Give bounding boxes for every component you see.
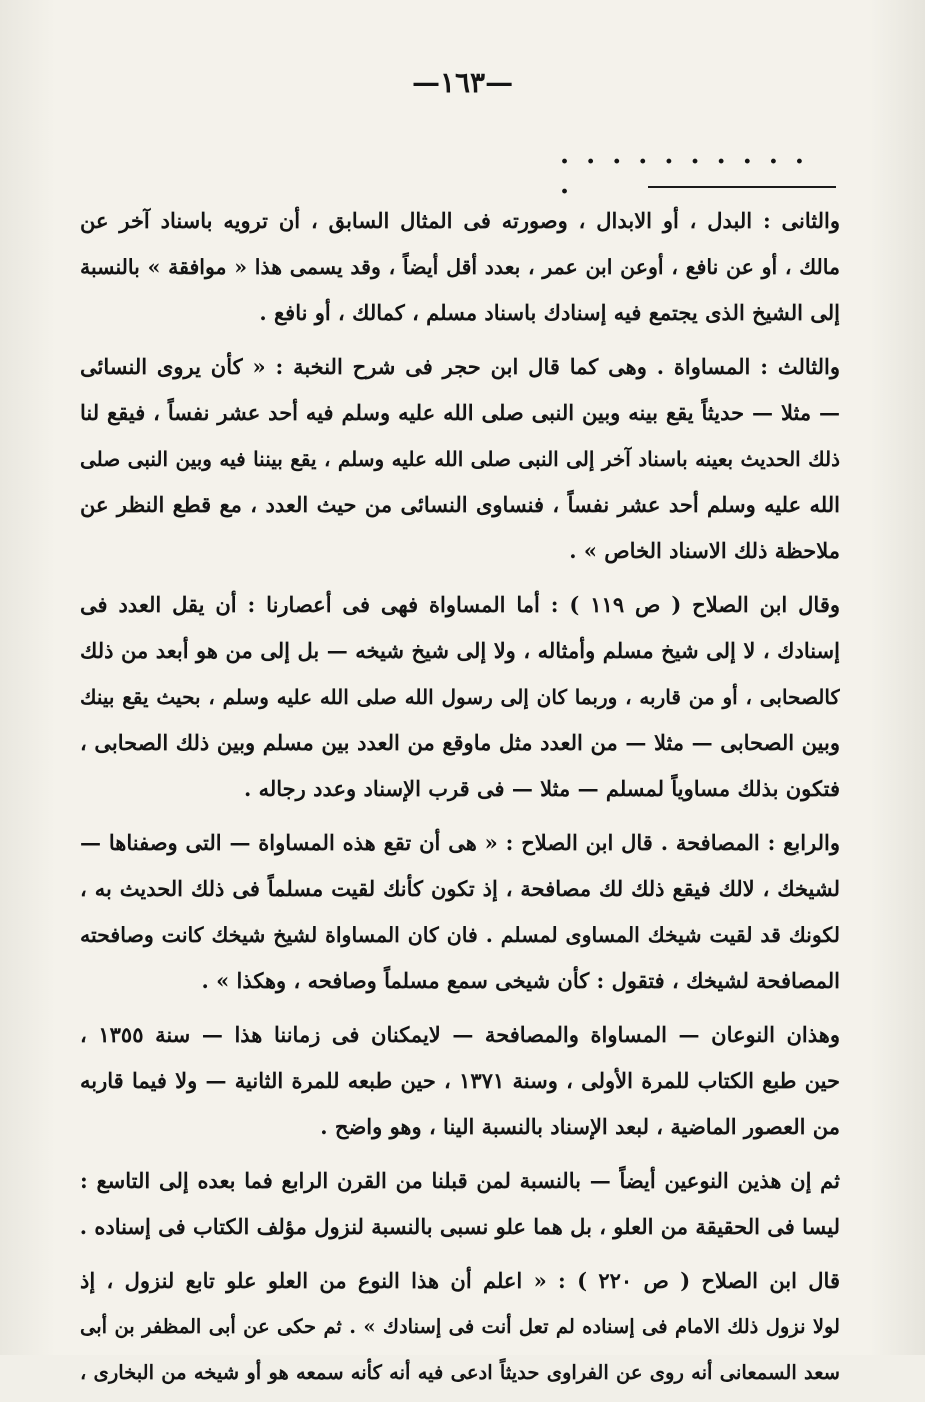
- text-line: والرابع : المصافحة . قال ابن الصلاح : « هى أن تقع هذه المساواة — التى وصفناها —: [80, 830, 840, 855]
- text-line: والثانى : البدل ، أو الابدال ، وصورته فى المثال السابق ، أن ترويه باسناد آخر عن: [80, 208, 840, 233]
- text-line: حين طبع الكتاب للمرة الأولى ، وسنة ١٣٧١ ، حين طبعه للمرة الثانية — ولا فيما قاربه: [80, 1068, 840, 1093]
- paragraph-badal: [80, 198, 840, 336]
- text-line: ليسا فى الحقيقة من العلو ، بل هما علو نسبى بالنسبة لنزول مؤلف الكتاب فى إسناده .: [80, 1214, 840, 1239]
- text-line: ذلك الحديث بعينه باسناد آخر إلى النبى صلى الله عليه وسلم ، يقع بيننا فيه وبين النبى صلى: [80, 447, 840, 471]
- paragraph-relative-elevation: [80, 1158, 840, 1250]
- text-line: سعد السمعانى أنه روى عن الفراوى حديثاً ادعى فيه أنه كأنه سمعه هو أو شيخه من البخارى ،: [80, 1361, 840, 1384]
- paragraph-musafaha: [80, 820, 840, 1004]
- text-line: والثالث : المساواة . وهى كما قال ابن حجر فى شرح النخبة : « كأن يروى النسائى: [80, 354, 840, 379]
- text-line: لكونك قد لقيت شيخك المساوى لمسلم . فان كان المساواة لشيخ شيخك كانت وصافحته: [80, 923, 840, 947]
- text-line: وهذان النوعان — المساواة والمصافحة — لايمكنان فى زماننا هذا — سنة ١٣٥٥ ،: [80, 1022, 840, 1047]
- text-line: ثم إن هذين النوعين أيضاً — بالنسبة لمن قبلنا من القرن الرابع فما بعده إلى التاسع :: [80, 1168, 840, 1193]
- text-line: إلى الشيخ الذى يجتمع فيه إسنادك باسناد مسلم ، كمالك ، أو نافع .: [259, 300, 840, 325]
- text-line: قال ابن الصلاح ( ص ٢٢٠ ) : « اعلم أن هذا النوع من العلو علو تابع لنزول ، إذ: [80, 1268, 840, 1293]
- text-line: الله عليه وسلم أحد عشر نفساً ، فنساوى النسائى من حيث العدد ، مع قطع النظر عن: [80, 492, 840, 517]
- page-number: —١٦٣—: [411, 66, 514, 99]
- text-line: المصافحة لشيخك ، فتقول : كأن شيخى سمع مسلماً وصافحه ، وهكذا » .: [201, 968, 840, 993]
- paragraph-two-types: [80, 1012, 840, 1150]
- text-line: — مثلا — حديثاً يقع بينه وبين النبى صلى الله عليه وسلم فيه أحد عشر نفساً ، فيقع لنا: [80, 400, 840, 425]
- text-line: ملاحظة ذلك الاسناد الخاص » .: [569, 538, 840, 563]
- paragraph-ibn-salah: [80, 582, 840, 812]
- text-line: وبين الصحابى — مثلا — من العدد مثل ماوقع من العدد بين مسلم وبين ذلك الصحابى ،: [80, 730, 840, 755]
- text-line: وقال ابن الصلاح ( ص ١١٩ ) : أما المساواة فهى فى أعصارنا : أن يقل العدد فى: [80, 592, 840, 617]
- text-line: إسنادك ، لا إلى شيخ مسلم وأمثاله ، ولا إلى شيخ شيخه — بل إلى من هو أبعد من ذلك: [80, 638, 840, 663]
- text-line: من العصور الماضية ، لبعد الإسناد بالنسبة الينا ، وهو واضح .: [320, 1114, 840, 1139]
- text-line: لولا نزول ذلك الامام فى إسناده لم تعل أنت فى إسنادك » . ثم حكى عن أبى المظفر بن أبى: [80, 1315, 840, 1338]
- ellipsis-marker: . . . . . . . . . . .: [560, 140, 808, 200]
- text-line: مالك ، أو عن نافع ، أوعن ابن عمر ، بعدد أقل أيضاً ، وقد يسمى هذا « موافقة » بالنسبة: [80, 255, 840, 279]
- text-line: فتكون بذلك مساوياً لمسلم — مثلا — فى قرب الإسناد وعدد رجاله .: [244, 776, 840, 801]
- footnote-rule: [648, 186, 836, 188]
- paragraph-ibn-salah-quote: [80, 1258, 840, 1396]
- text-line: لشيخك ، لالك فيقع ذلك لك مصافحة ، إذ تكون كأنك لقيت مسلماً فى ذلك الحديث به ،: [80, 876, 840, 901]
- body-text: [80, 198, 840, 1402]
- paragraph-musawat: [80, 344, 840, 574]
- text-line: كالصحابى ، أو من قاربه ، وربما كان إلى رسول الله صلى الله عليه وسلم ، بحيث يقع بينك: [80, 685, 840, 709]
